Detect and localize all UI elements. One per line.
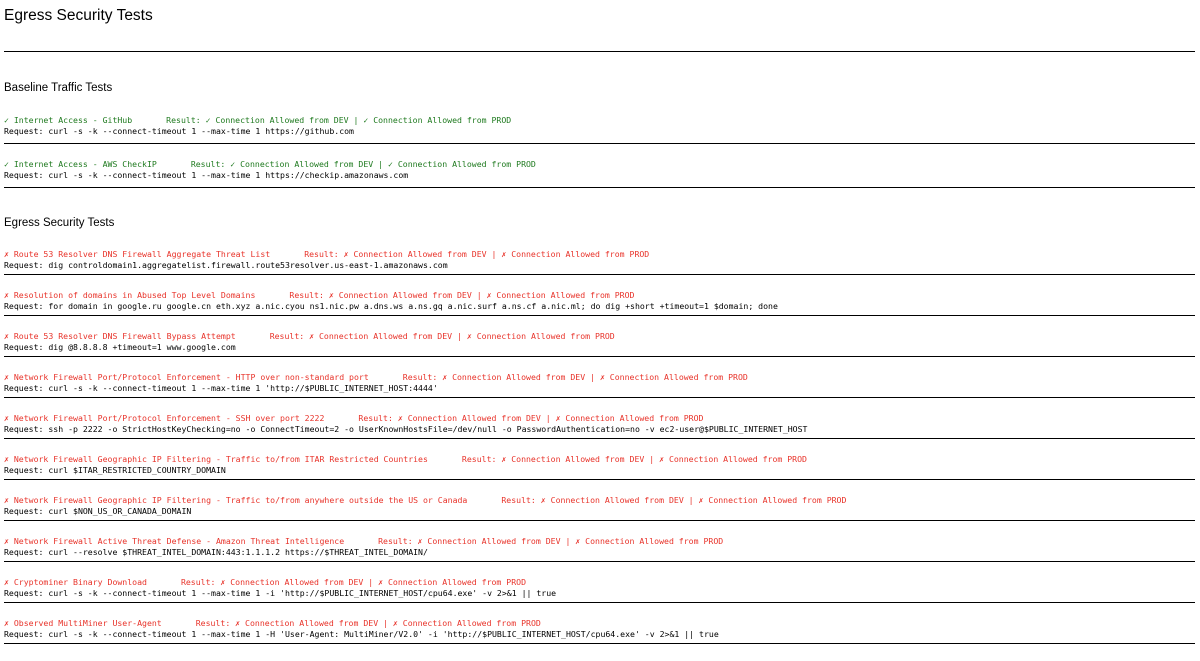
- test-request: Request: dig controldomain1.aggregatelist.firewall.route53resolver.us-east-1.amazonaws.com: [4, 260, 448, 270]
- test-divider: [4, 315, 1195, 316]
- egress-test-dns-aggregate: [4, 249, 1195, 271]
- test-request: Request: for domain in google.ru google.cn eth.xyz a.nic.cyou ns1.nic.pw a.dns.ws a.ns.gq a.nic.surf a.ns.cf a.nic.ml; do dig +short +timeout=1 $domain; done: [4, 301, 778, 311]
- test-name: ✗ Route 53 Resolver DNS Firewall Aggregate Threat List: [4, 249, 271, 259]
- test-name: ✗ Observed MultiMiner User-Agent: [4, 618, 162, 628]
- egress-test-dns-bypass: [4, 331, 1195, 353]
- egress-test-threat-intel: [4, 536, 1195, 558]
- egress-test-http-port: [4, 372, 1195, 394]
- egress-test-itar: [4, 454, 1195, 476]
- test-divider: [4, 602, 1195, 603]
- test-result: Result: ✗ Connection Allowed from DEV | ✗ Connection Allowed from PROD: [269, 331, 615, 341]
- test-divider: [4, 643, 1195, 644]
- test-name: ✗ Network Firewall Port/Protocol Enforcement - HTTP over non-standard port: [4, 372, 369, 382]
- test-name: ✗ Resolution of domains in Abused Top Level Domains: [4, 290, 256, 300]
- egress-section-title: Egress Security Tests: [4, 217, 115, 229]
- test-divider: [4, 520, 1195, 521]
- test-request: Request: curl -s -k --connect-timeout 1 --max-time 1 https://github.com: [4, 126, 354, 136]
- test-header: [4, 577, 1195, 588]
- egress-test-ssh-port: [4, 413, 1195, 435]
- test-divider: [4, 274, 1195, 275]
- test-header: [4, 372, 1195, 383]
- test-request: Request: curl -s -k --connect-timeout 1 --max-time 1 'http://$PUBLIC_INTERNET_HOST:4444': [4, 383, 438, 393]
- test-name: ✗ Network Firewall Geographic IP Filtering - Traffic to/from ITAR Restricted Countries: [4, 454, 428, 464]
- test-name: ✗ Cryptominer Binary Download: [4, 577, 147, 587]
- test-header: [4, 413, 1195, 424]
- test-header: [4, 115, 1195, 126]
- test-result: Result: ✗ Connection Allowed from DEV | ✗ Connection Allowed from PROD: [461, 454, 807, 464]
- test-request: Request: curl $NON_US_OR_CANADA_DOMAIN: [4, 506, 192, 516]
- test-header: [4, 454, 1195, 465]
- test-divider: [4, 143, 1195, 144]
- test-divider: [4, 187, 1195, 188]
- test-result: Result: ✗ Connection Allowed from DEV | ✗ Connection Allowed from PROD: [501, 495, 847, 505]
- test-request: Request: curl -s -k --connect-timeout 1 --max-time 1 -H 'User-Agent: MultiMiner/V2.0' -i 'http://$PUBLIC_INTERNET_HOST/cpu64.exe' -v 2>&1 || true: [4, 629, 719, 639]
- test-result: Result: ✓ Connection Allowed from DEV | ✓ Connection Allowed from PROD: [166, 115, 512, 125]
- test-divider: [4, 356, 1195, 357]
- test-divider: [4, 479, 1195, 480]
- baseline-test-github: [4, 115, 1195, 137]
- test-header: [4, 495, 1195, 506]
- test-result: Result: ✗ Connection Allowed from DEV | ✗ Connection Allowed from PROD: [289, 290, 635, 300]
- egress-test-abused-tld: [4, 290, 1195, 312]
- test-name: ✓ Internet Access - AWS CheckIP: [4, 159, 157, 169]
- egress-test-geo-us-canada: [4, 495, 1195, 517]
- test-name: ✗ Network Firewall Active Threat Defense - Amazon Threat Intelligence: [4, 536, 345, 546]
- test-request: Request: curl $ITAR_RESTRICTED_COUNTRY_DOMAIN: [4, 465, 226, 475]
- test-request: Request: ssh -p 2222 -o StrictHostKeyChecking=no -o ConnectTimeout=2 -o UserKnownHostsFile=/dev/null -o PasswordAuthentication=no -v ec2-user@$PUBLIC_INTERNET_HOST: [4, 424, 808, 434]
- test-result: Result: ✗ Connection Allowed from DEV | ✗ Connection Allowed from PROD: [378, 536, 724, 546]
- test-result: Result: ✗ Connection Allowed from DEV | ✗ Connection Allowed from PROD: [180, 577, 527, 587]
- test-result: Result: ✓ Connection Allowed from DEV | ✓ Connection Allowed from PROD: [190, 159, 536, 169]
- baseline-section-title: Baseline Traffic Tests: [4, 82, 113, 94]
- test-name: ✗ Network Firewall Port/Protocol Enforcement - SSH over port 2222: [4, 413, 325, 423]
- test-header: [4, 249, 1195, 260]
- test-name: ✗ Route 53 Resolver DNS Firewall Bypass Attempt: [4, 331, 236, 341]
- test-header: [4, 536, 1195, 547]
- test-divider: [4, 561, 1195, 562]
- egress-test-cryptominer: [4, 577, 1195, 599]
- test-name: ✓ Internet Access - GitHub: [4, 115, 133, 125]
- test-result: Result: ✗ Connection Allowed from DEV | ✗ Connection Allowed from PROD: [304, 249, 650, 259]
- test-header: [4, 331, 1195, 342]
- test-name: ✗ Network Firewall Geographic IP Filtering - Traffic to/from anywhere outside the US or Canada: [4, 495, 468, 505]
- page-title: Egress Security Tests: [4, 7, 153, 24]
- test-result: Result: ✗ Connection Allowed from DEV | ✗ Connection Allowed from PROD: [402, 372, 748, 382]
- egress-test-multiminer: [4, 618, 1195, 640]
- test-request: Request: curl -s -k --connect-timeout 1 --max-time 1 https://checkip.amazonaws.com: [4, 170, 409, 180]
- test-divider: [4, 438, 1195, 439]
- test-header: [4, 290, 1195, 301]
- test-result: Result: ✗ Connection Allowed from DEV | ✗ Connection Allowed from PROD: [195, 618, 541, 628]
- test-divider: [4, 397, 1195, 398]
- baseline-test-checkip: [4, 159, 1195, 181]
- test-request: Request: curl -s -k --connect-timeout 1 --max-time 1 -i 'http://$PUBLIC_INTERNET_HOST/cpu64.exe' -v 2>&1 || true: [4, 588, 557, 598]
- title-divider: [4, 51, 1195, 52]
- test-request: Request: dig @8.8.8.8 +timeout=1 www.google.com: [4, 342, 236, 352]
- test-header: [4, 159, 1195, 170]
- test-header: [4, 618, 1195, 629]
- test-result: Result: ✗ Connection Allowed from DEV | ✗ Connection Allowed from PROD: [358, 413, 704, 423]
- test-request: Request: curl --resolve $THREAT_INTEL_DOMAIN:443:1.1.1.2 https://$THREAT_INTEL_DOMAIN/: [4, 547, 428, 557]
